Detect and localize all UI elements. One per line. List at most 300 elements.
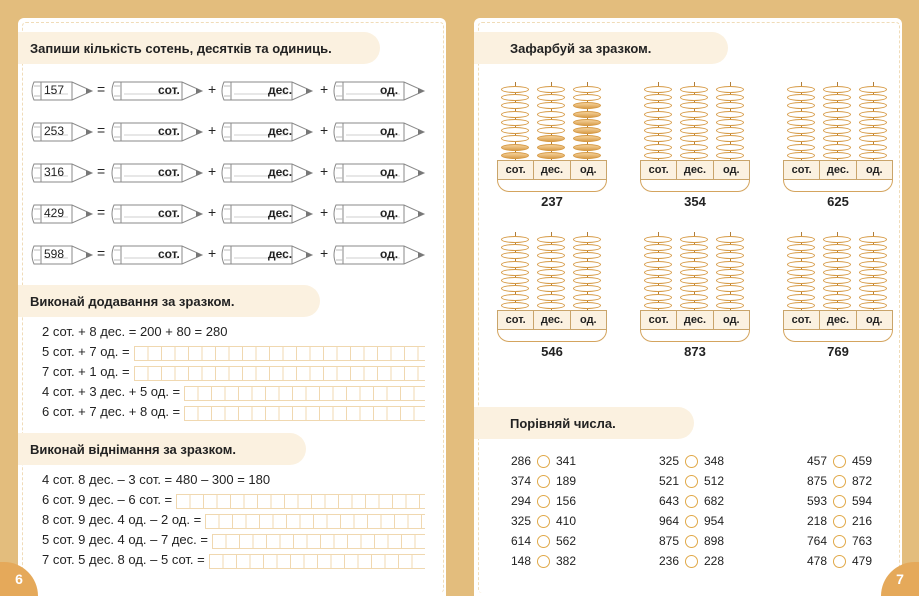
abacus-bead[interactable] xyxy=(859,111,887,118)
abacus-bead[interactable] xyxy=(680,94,708,101)
abacus-bead[interactable] xyxy=(787,294,815,301)
compare-left-number: 643 xyxy=(659,494,680,508)
abacus-bead[interactable] xyxy=(716,86,744,93)
abacus-labels xyxy=(497,160,607,180)
abacus-bead[interactable] xyxy=(573,102,601,109)
abacus-bead[interactable] xyxy=(501,102,529,109)
abacus-bead[interactable] xyxy=(501,111,529,118)
abacus-bead[interactable] xyxy=(823,277,851,284)
compare-right-number: 479 xyxy=(852,554,873,568)
abacus-bead[interactable] xyxy=(644,135,672,142)
pencil-label-tens: дес. xyxy=(268,124,293,138)
compare-item xyxy=(807,474,872,488)
abacus-bead[interactable] xyxy=(716,294,744,301)
abacus-bead[interactable] xyxy=(859,119,887,126)
abacus-bead[interactable] xyxy=(501,152,529,159)
abacus-bead[interactable] xyxy=(644,152,672,159)
abacus-bead[interactable] xyxy=(573,236,601,243)
compare-left-number: 325 xyxy=(659,454,680,468)
abacus-bead[interactable] xyxy=(644,86,672,93)
answer-grid[interactable] xyxy=(134,366,425,381)
pencil-row xyxy=(30,202,430,226)
compare-right-number: 382 xyxy=(556,554,577,568)
abacus-bead[interactable] xyxy=(716,144,744,151)
abacus-label: од. xyxy=(866,164,883,176)
pencil-number: 157 xyxy=(44,83,65,97)
abacus-bead[interactable] xyxy=(573,144,601,151)
abacus xyxy=(783,82,893,212)
abacus-bead[interactable] xyxy=(680,302,708,309)
pencil-label-tens: дес. xyxy=(268,206,293,220)
answer-pencil-hundreds[interactable] xyxy=(110,161,204,185)
abacus-bead[interactable] xyxy=(823,269,851,276)
compare-item xyxy=(807,554,872,568)
abacus-bead[interactable] xyxy=(823,294,851,301)
answer-pencil-tens[interactable] xyxy=(220,120,314,144)
compare-item xyxy=(511,534,576,548)
answer-grid[interactable] xyxy=(184,406,425,421)
equals-sign: = xyxy=(97,122,106,138)
plus-sign: + xyxy=(208,245,217,261)
abacus-bead[interactable] xyxy=(823,102,851,109)
task1-title: Запиши кількість сотень, десятків та одиниць. xyxy=(18,32,380,64)
compare-item xyxy=(807,494,872,508)
compare-right-number: 562 xyxy=(556,534,577,548)
abacus-label: дес. xyxy=(820,161,856,179)
abacus-bead[interactable] xyxy=(787,135,815,142)
abacus-bead[interactable] xyxy=(501,119,529,126)
abacus-bead[interactable] xyxy=(644,111,672,118)
compare-circle[interactable] xyxy=(537,475,550,488)
abacus-bead[interactable] xyxy=(501,302,529,309)
abacus-bead[interactable] xyxy=(644,127,672,134)
abacus-bead[interactable] xyxy=(716,119,744,126)
compare-left-number: 218 xyxy=(807,514,828,528)
abacus-bead[interactable] xyxy=(859,152,887,159)
abacus-bead[interactable] xyxy=(501,86,529,93)
compare-left-number: 964 xyxy=(659,514,680,528)
abacus-bead[interactable] xyxy=(787,144,815,151)
abacus-bead[interactable] xyxy=(501,236,529,243)
answer-pencil-tens[interactable] xyxy=(220,161,314,185)
abacus-base xyxy=(783,180,893,192)
abacus-bead[interactable] xyxy=(823,94,851,101)
answer-pencil-ones[interactable] xyxy=(332,79,426,103)
abacus-bead[interactable] xyxy=(859,285,887,292)
abacus-bead[interactable] xyxy=(537,261,565,268)
abacus-bead[interactable] xyxy=(716,302,744,309)
compare-circle[interactable] xyxy=(537,515,550,528)
abacus-bead[interactable] xyxy=(644,302,672,309)
abacus-bead[interactable] xyxy=(859,244,887,251)
abacus-bead[interactable] xyxy=(680,102,708,109)
abacus-bead[interactable] xyxy=(680,152,708,159)
abacus-bead[interactable] xyxy=(859,277,887,284)
compare-circle[interactable] xyxy=(833,455,846,468)
compare-right-number: 594 xyxy=(852,494,873,508)
abacus-bead[interactable] xyxy=(644,252,672,259)
answer-pencil-ones[interactable] xyxy=(332,120,426,144)
abacus-bead[interactable] xyxy=(537,152,565,159)
abacus-base xyxy=(640,180,750,192)
abacus-bead[interactable] xyxy=(573,94,601,101)
abacus-bead[interactable] xyxy=(823,285,851,292)
compare-left-number: 457 xyxy=(807,454,828,468)
compare-item xyxy=(511,454,576,468)
compare-circle[interactable] xyxy=(685,515,698,528)
compare-circle[interactable] xyxy=(537,495,550,508)
abacus-bead[interactable] xyxy=(859,94,887,101)
answer-pencil-hundreds[interactable] xyxy=(110,202,204,226)
abacus-bead[interactable] xyxy=(644,144,672,151)
abacus-label: од. xyxy=(580,164,597,176)
abacus-bead[interactable] xyxy=(501,261,529,268)
abacus-bead[interactable] xyxy=(537,135,565,142)
answer-pencil-tens[interactable] xyxy=(220,79,314,103)
abacus-bead[interactable] xyxy=(644,119,672,126)
abacus-bead[interactable] xyxy=(537,236,565,243)
abacus-bead[interactable] xyxy=(680,252,708,259)
abacus-bead[interactable] xyxy=(680,144,708,151)
abacus-bead[interactable] xyxy=(823,127,851,134)
abacus-bead[interactable] xyxy=(537,127,565,134)
abacus-bead[interactable] xyxy=(573,277,601,284)
abacus-bead[interactable] xyxy=(716,94,744,101)
compare-circle[interactable] xyxy=(537,535,550,548)
answer-pencil-ones[interactable] xyxy=(332,161,426,185)
compare-left-number: 236 xyxy=(659,554,680,568)
abacus-bead[interactable] xyxy=(859,252,887,259)
abacus-bead[interactable] xyxy=(680,244,708,251)
compare-left-number: 294 xyxy=(511,494,532,508)
abacus-bead[interactable] xyxy=(644,94,672,101)
abacus-bead[interactable] xyxy=(716,152,744,159)
answer-grid[interactable] xyxy=(209,554,425,569)
abacus-bead[interactable] xyxy=(787,94,815,101)
task2-example: 2 сот. + 8 дес. = 200 + 80 = 280 xyxy=(42,324,228,339)
abacus-bead[interactable] xyxy=(501,277,529,284)
pencil-number: 253 xyxy=(44,124,65,138)
abacus-bead[interactable] xyxy=(537,86,565,93)
abacus-bead[interactable] xyxy=(716,261,744,268)
abacus-bead[interactable] xyxy=(680,86,708,93)
abacus-bead[interactable] xyxy=(823,261,851,268)
compare-left-number: 614 xyxy=(511,534,532,548)
abacus-bead[interactable] xyxy=(537,144,565,151)
abacus-bead[interactable] xyxy=(859,102,887,109)
abacus-bead[interactable] xyxy=(859,261,887,268)
compare-circle[interactable] xyxy=(537,555,550,568)
compare-item xyxy=(511,514,576,528)
answer-pencil-tens[interactable] xyxy=(220,202,314,226)
abacus-label: сот. xyxy=(641,311,677,329)
equals-sign: = xyxy=(97,245,106,261)
compare-circle[interactable] xyxy=(833,495,846,508)
abacus-label: сот. xyxy=(498,161,534,179)
abacus-bead[interactable] xyxy=(859,236,887,243)
abacus-bead[interactable] xyxy=(537,285,565,292)
abacus-bead[interactable] xyxy=(537,277,565,284)
answer-pencil-hundreds[interactable] xyxy=(110,79,204,103)
compare-circle[interactable] xyxy=(685,475,698,488)
abacus-bead[interactable] xyxy=(537,302,565,309)
answer-pencil-ones[interactable] xyxy=(332,243,426,267)
compare-circle[interactable] xyxy=(833,535,846,548)
abacus-label: сот. xyxy=(498,311,534,329)
abacus-bead[interactable] xyxy=(573,119,601,126)
abacus-bead[interactable] xyxy=(680,285,708,292)
abacus-bead[interactable] xyxy=(823,86,851,93)
compare-circle[interactable] xyxy=(685,455,698,468)
abacus-bead[interactable] xyxy=(573,252,601,259)
abacus-bead[interactable] xyxy=(716,285,744,292)
compare-item xyxy=(511,554,576,568)
abacus-bead[interactable] xyxy=(823,144,851,151)
abacus-bead[interactable] xyxy=(644,102,672,109)
compare-item xyxy=(511,494,576,508)
abacus-bead[interactable] xyxy=(573,294,601,301)
abacus-bead[interactable] xyxy=(787,302,815,309)
answer-pencil-hundreds[interactable] xyxy=(110,243,204,267)
compare-right-number: 341 xyxy=(556,454,577,468)
abacus-bead[interactable] xyxy=(537,102,565,109)
abacus-bead[interactable] xyxy=(716,111,744,118)
page-number-right: 7 xyxy=(881,562,919,596)
abacus-bead[interactable] xyxy=(680,269,708,276)
pencil-label-ones: од. xyxy=(380,83,399,97)
abacus-bead[interactable] xyxy=(787,86,815,93)
abacus-bead[interactable] xyxy=(787,285,815,292)
abacus-bead[interactable] xyxy=(501,285,529,292)
abacus-bead[interactable] xyxy=(859,86,887,93)
abacus-bead[interactable] xyxy=(680,135,708,142)
abacus-bead[interactable] xyxy=(823,111,851,118)
compare-circle[interactable] xyxy=(685,495,698,508)
abacus-label: дес. xyxy=(820,311,856,329)
abacus-bead[interactable] xyxy=(573,261,601,268)
number-pencil xyxy=(30,161,94,185)
abacus-bead[interactable] xyxy=(859,294,887,301)
compare-right-number: 872 xyxy=(852,474,873,488)
abacus-bead[interactable] xyxy=(644,269,672,276)
abacus xyxy=(783,232,893,362)
compare-item xyxy=(659,554,724,568)
compare-right-number: 410 xyxy=(556,514,577,528)
abacus-bead[interactable] xyxy=(787,111,815,118)
abacus-number: 873 xyxy=(684,344,706,359)
abacus-bead[interactable] xyxy=(859,135,887,142)
compare-circle[interactable] xyxy=(685,535,698,548)
abacus-base xyxy=(497,330,607,342)
abacus-bead[interactable] xyxy=(716,269,744,276)
abacus-bead[interactable] xyxy=(644,244,672,251)
abacus-bead[interactable] xyxy=(823,252,851,259)
abacus-bead[interactable] xyxy=(716,236,744,243)
abacus-bead[interactable] xyxy=(787,152,815,159)
abacus-bead[interactable] xyxy=(501,144,529,151)
plus-sign: + xyxy=(208,122,217,138)
equation-row: 5 сот. 9 дес. 4 од. – 7 дес. = xyxy=(42,532,208,547)
abacus-bead[interactable] xyxy=(716,277,744,284)
abacus-label: дес. xyxy=(677,161,713,179)
abacus-bead[interactable] xyxy=(680,127,708,134)
abacus-bead[interactable] xyxy=(787,127,815,134)
abacus-bead[interactable] xyxy=(573,111,601,118)
abacus-bead[interactable] xyxy=(537,94,565,101)
abacus-bead[interactable] xyxy=(680,294,708,301)
abacus-base xyxy=(640,330,750,342)
plus-sign: + xyxy=(320,245,329,261)
abacus xyxy=(640,82,750,212)
compare-circle[interactable] xyxy=(833,475,846,488)
abacus-bead[interactable] xyxy=(501,269,529,276)
abacus-bead[interactable] xyxy=(680,261,708,268)
abacus-bead[interactable] xyxy=(537,119,565,126)
compare-left-number: 875 xyxy=(659,534,680,548)
abacus-bead[interactable] xyxy=(644,236,672,243)
abacus-bead[interactable] xyxy=(787,261,815,268)
abacus-bead[interactable] xyxy=(823,152,851,159)
compare-item xyxy=(659,534,724,548)
abacus-bead[interactable] xyxy=(501,244,529,251)
compare-item xyxy=(659,514,724,528)
abacus-bead[interactable] xyxy=(716,252,744,259)
abacus-bead[interactable] xyxy=(537,244,565,251)
abacus-bead[interactable] xyxy=(537,111,565,118)
abacus-bead[interactable] xyxy=(787,119,815,126)
abacus-bead[interactable] xyxy=(501,294,529,301)
compare-right-number: 228 xyxy=(704,554,725,568)
abacus-bead[interactable] xyxy=(823,135,851,142)
abacus-bead[interactable] xyxy=(680,277,708,284)
abacus-labels xyxy=(640,160,750,180)
abacus xyxy=(640,232,750,362)
abacus-bead[interactable] xyxy=(859,127,887,134)
compare-left-number: 593 xyxy=(807,494,828,508)
plus-sign: + xyxy=(320,122,329,138)
abacus-bead[interactable] xyxy=(787,277,815,284)
task3-example: 4 сот. 8 дес. – 3 сот. = 480 – 300 = 180 xyxy=(42,472,271,487)
abacus-bead[interactable] xyxy=(823,302,851,309)
answer-grid[interactable] xyxy=(212,534,425,549)
answer-pencil-tens[interactable] xyxy=(220,243,314,267)
answer-pencil-ones[interactable] xyxy=(332,202,426,226)
answer-pencil-hundreds[interactable] xyxy=(110,120,204,144)
abacus-bead[interactable] xyxy=(787,252,815,259)
abacus-bead[interactable] xyxy=(573,285,601,292)
abacus-bead[interactable] xyxy=(573,86,601,93)
compare-right-number: 682 xyxy=(704,494,725,508)
answer-grid[interactable] xyxy=(176,494,425,509)
equation-row: 4 сот. + 3 дес. + 5 од. = xyxy=(42,384,181,399)
abacus-bead[interactable] xyxy=(823,236,851,243)
abacus-bead[interactable] xyxy=(716,244,744,251)
pencil-label-hundreds: сот. xyxy=(158,206,180,220)
compare-item xyxy=(807,454,872,468)
plus-sign: + xyxy=(208,163,217,179)
answer-grid[interactable] xyxy=(184,386,425,401)
abacus-bead[interactable] xyxy=(537,269,565,276)
pencil-label-tens: дес. xyxy=(268,247,293,261)
abacus-bead[interactable] xyxy=(573,127,601,134)
abacus-bead[interactable] xyxy=(644,285,672,292)
abacus-bead[interactable] xyxy=(573,152,601,159)
abacus-bead[interactable] xyxy=(859,302,887,309)
equation-row: 7 сот. + 1 од. = xyxy=(42,364,130,379)
abacus-bead[interactable] xyxy=(680,119,708,126)
abacus-bead[interactable] xyxy=(787,244,815,251)
number-pencil xyxy=(30,120,94,144)
compare-left-number: 374 xyxy=(511,474,532,488)
equals-sign: = xyxy=(97,163,106,179)
abacus-bead[interactable] xyxy=(716,102,744,109)
pencil-row xyxy=(30,120,430,144)
compare-circle[interactable] xyxy=(685,555,698,568)
abacus-label: од. xyxy=(723,164,740,176)
abacus-bead[interactable] xyxy=(501,252,529,259)
abacus xyxy=(497,232,607,362)
abacus-bead[interactable] xyxy=(823,244,851,251)
compare-left-number: 148 xyxy=(511,554,532,568)
number-pencil xyxy=(30,202,94,226)
abacus-bead[interactable] xyxy=(787,236,815,243)
compare-item xyxy=(807,534,872,548)
abacus-bead[interactable] xyxy=(787,269,815,276)
plus-sign: + xyxy=(320,81,329,97)
equals-sign: = xyxy=(97,81,106,97)
equation-row: 5 сот. + 7 од. = xyxy=(42,344,130,359)
abacus-bead[interactable] xyxy=(537,294,565,301)
abacus-bead[interactable] xyxy=(680,236,708,243)
pencil-number: 316 xyxy=(44,165,65,179)
abacus-bead[interactable] xyxy=(537,252,565,259)
abacus-label: дес. xyxy=(534,161,570,179)
abacus-bead[interactable] xyxy=(501,135,529,142)
abacus-bead[interactable] xyxy=(859,144,887,151)
abacus-bead[interactable] xyxy=(573,135,601,142)
equation-row: 7 сот. 5 дес. 8 од. – 5 сот. = xyxy=(42,552,205,567)
abacus-bead[interactable] xyxy=(573,269,601,276)
task5-title: Порівняй числа. xyxy=(474,407,694,439)
equals-sign: = xyxy=(97,204,106,220)
compare-circle[interactable] xyxy=(537,455,550,468)
compare-right-number: 763 xyxy=(852,534,873,548)
abacus-bead[interactable] xyxy=(573,302,601,309)
abacus-bead[interactable] xyxy=(787,102,815,109)
abacus-bead[interactable] xyxy=(823,119,851,126)
abacus-label: дес. xyxy=(534,311,570,329)
abacus-bead[interactable] xyxy=(716,135,744,142)
compare-right-number: 348 xyxy=(704,454,725,468)
abacus-bead[interactable] xyxy=(644,294,672,301)
abacus-bead[interactable] xyxy=(644,261,672,268)
abacus-bead[interactable] xyxy=(859,269,887,276)
abacus-bead[interactable] xyxy=(573,244,601,251)
compare-circle[interactable] xyxy=(833,515,846,528)
compare-circle[interactable] xyxy=(833,555,846,568)
plus-sign: + xyxy=(208,81,217,97)
answer-grid[interactable] xyxy=(205,514,425,529)
abacus-bead[interactable] xyxy=(716,127,744,134)
compare-right-number: 156 xyxy=(556,494,577,508)
abacus-number: 625 xyxy=(827,194,849,209)
abacus-bead[interactable] xyxy=(680,111,708,118)
abacus-bead[interactable] xyxy=(501,127,529,134)
compare-item xyxy=(659,474,724,488)
abacus-bead[interactable] xyxy=(644,277,672,284)
answer-grid[interactable] xyxy=(134,346,425,361)
abacus-bead[interactable] xyxy=(501,94,529,101)
